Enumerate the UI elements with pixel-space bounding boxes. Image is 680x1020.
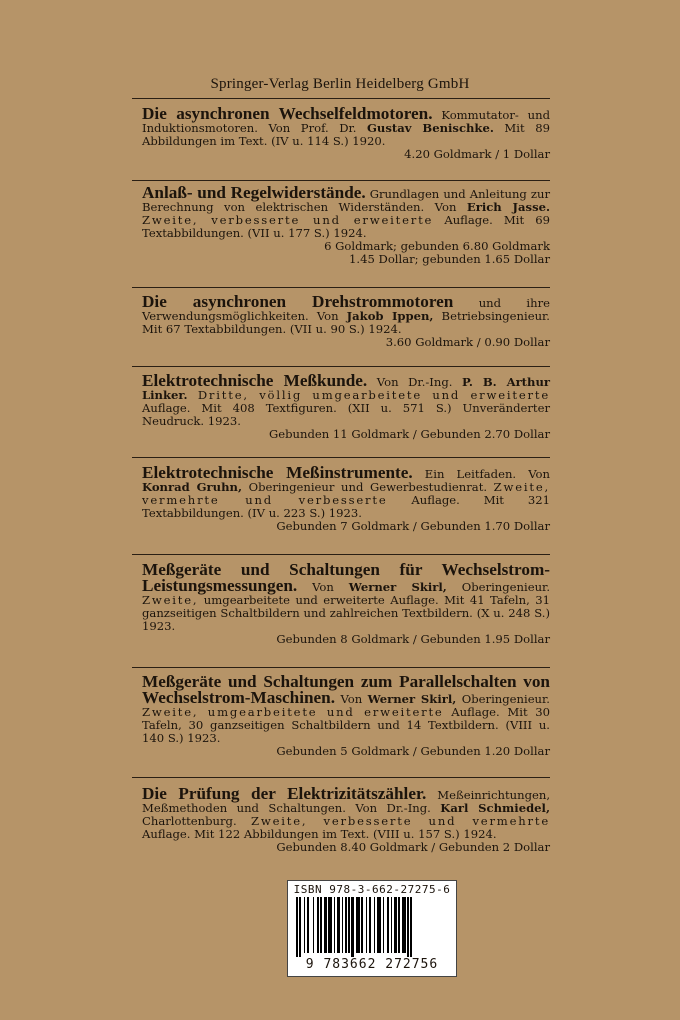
divider xyxy=(132,457,550,458)
entry-title: Elektrotechnische Meßinstrumente. xyxy=(142,463,413,482)
barcode-bar xyxy=(324,897,327,953)
barcode-bar xyxy=(334,897,335,953)
entry-author: Gustav Benischke. xyxy=(367,121,494,136)
divider xyxy=(132,366,550,367)
barcode-bar xyxy=(348,897,350,953)
entry-detail: Auflage. Mit 321 Textabbildungen. (IV u. 223 S.) 1923. xyxy=(142,493,550,521)
entry-price xyxy=(142,240,550,266)
entry-detail: Oberingenieur und Gewerbestudienrat. xyxy=(242,480,494,495)
entry-detail: Grundlagen und Anleitung zur Berechnung von elektrischen Widerständen. Von xyxy=(142,187,551,215)
divider xyxy=(132,554,550,555)
entry-text xyxy=(142,106,550,148)
barcode-bar xyxy=(377,897,381,953)
entry-detail: Von Dr.-Ing. xyxy=(367,375,463,389)
book-entry-5 xyxy=(142,465,550,533)
entry-text xyxy=(142,562,550,633)
entry-detail: Auflage. Mit 30 Tafeln, 30 ganzseitigen Schaltbildern und 14 Textbildern. (VIII u. 140 S.) 1923. xyxy=(142,705,551,746)
price-line: Gebunden 11 Goldmark / Gebunden 2.70 Dollar xyxy=(268,427,550,442)
barcode-bar xyxy=(313,897,314,953)
entry-title: Die asynchronen Wechselfeldmotoren. xyxy=(142,104,433,123)
barcode-bar xyxy=(394,897,397,953)
divider xyxy=(132,180,550,181)
entry-title: Meßgeräte und Schaltungen für Wechselstrom-Leistungsmessungen. xyxy=(142,560,550,596)
entry-detail: Zweite, vermehrte und verbesserte xyxy=(142,480,550,508)
entry-text xyxy=(142,373,550,428)
entry-author: Jakob Ippen, xyxy=(346,309,434,324)
entry-author: Karl Schmiedel, xyxy=(440,801,550,816)
entry-detail: Dritte, völlig umgearbeitete und erweiterte xyxy=(187,388,550,403)
barcode-bar xyxy=(398,897,400,953)
entry-detail: Mit 89 Abbildungen im Text. (IV u. 114 S.) 1920. xyxy=(142,121,550,149)
entry-detail: und ihre Verwendungsmöglichkeiten. Von xyxy=(142,296,550,324)
entry-price xyxy=(142,148,550,161)
entry-title: Elektrotechnische Meßkunde. xyxy=(142,371,368,390)
entry-detail: Zweite, verbesserte und vermehrte xyxy=(251,814,550,829)
entry-detail: Kommutator- und Induktionsmotoren. Von Prof. Dr. xyxy=(142,108,550,136)
book-entry-1 xyxy=(142,106,550,161)
book-entry-3 xyxy=(142,294,550,349)
price-line: 3.60 Goldmark / 0.90 Dollar xyxy=(385,335,550,350)
entry-detail: umgearbeitete und erweiterte Auflage. Mit 41 Tafeln, 31 ganzseitigen Schaltbildern und zahlreichen Textbildern. (X u. 248 S.) 1923. xyxy=(142,593,550,634)
entry-title: Die Prüfung der Elektrizitätszähler. xyxy=(142,784,427,803)
entry-detail: Auflage. Mit 69 Textabbildungen. (VII u. 177 S.) 1924. xyxy=(142,213,550,241)
barcode-bar xyxy=(407,897,409,957)
barcode-bar xyxy=(351,897,354,957)
barcode-bar xyxy=(356,897,360,953)
entry-detail: Von xyxy=(335,692,368,707)
entry-detail: Zweite, verbesserte und erweiterte xyxy=(142,213,434,228)
entry-text xyxy=(142,465,550,520)
book-entry-4 xyxy=(142,373,550,441)
entry-price xyxy=(142,841,550,854)
barcode-bar xyxy=(410,897,412,957)
entry-author: Erich Jasse. xyxy=(466,200,551,215)
price-line: Gebunden 7 Goldmark / Gebunden 1.70 Dollar xyxy=(276,519,550,534)
entry-detail: Charlottenburg. xyxy=(142,814,252,829)
entry-author: P. B. Arthur Linker. xyxy=(142,375,551,403)
barcode-bar xyxy=(402,897,406,953)
entry-detail: Oberingenieur. xyxy=(446,580,550,595)
barcode-bar xyxy=(345,897,347,953)
book-entry-6 xyxy=(142,562,550,647)
entry-detail: Von xyxy=(297,580,349,595)
divider xyxy=(132,777,550,778)
barcode-bar xyxy=(366,897,367,953)
entry-price xyxy=(142,520,550,533)
entry-detail: Betriebsingenieur. Mit 67 Textabbildungen. (VII u. 90 S.) 1924. xyxy=(142,309,550,337)
book-entry-8 xyxy=(142,786,550,854)
entry-text xyxy=(142,185,550,240)
price-line: Gebunden 8.40 Goldmark / Gebunden 2 Dollar xyxy=(276,840,550,855)
entry-author: Konrad Gruhn, xyxy=(142,480,242,495)
barcode-bar xyxy=(328,897,332,953)
barcode-bar xyxy=(369,897,371,953)
barcode-bar xyxy=(304,897,305,953)
price-line: 1.45 Dollar; gebunden 1.65 Dollar xyxy=(349,252,550,267)
entry-price xyxy=(142,633,550,646)
price-line: 4.20 Goldmark / 1 Dollar xyxy=(404,147,550,162)
divider xyxy=(132,98,550,99)
entry-title: Meßgeräte und Schaltungen zum Parallelschalten von Wechselstrom-Maschinen. xyxy=(142,672,550,708)
price-line: Gebunden 5 Goldmark / Gebunden 1.20 Dollar xyxy=(276,744,550,759)
isbn-digits: 9 783662 272756 xyxy=(305,957,439,972)
entry-detail: Oberingenieur. xyxy=(456,692,550,707)
isbn-barcode-box xyxy=(287,880,457,977)
price-line: 6 Goldmark; gebunden 6.80 Goldmark xyxy=(324,239,550,254)
publisher-name: Springer-Verlag Berlin Heidelberg GmbH xyxy=(210,76,470,92)
entry-price xyxy=(142,745,550,758)
barcode-bar xyxy=(317,897,319,953)
entry-detail: Meßeinrichtungen, Meßmethoden und Schaltungen. Von Dr.-Ing. xyxy=(142,788,550,816)
book-entry-7 xyxy=(142,674,550,759)
divider xyxy=(132,667,550,668)
barcode-bar xyxy=(342,897,343,953)
barcode-bar xyxy=(383,897,384,953)
entry-detail: Zweite, xyxy=(142,593,199,608)
entry-detail: Auflage. Mit 122 Abbildungen im Text. (VIII u. 157 S.) 1924. xyxy=(142,827,497,842)
entry-text xyxy=(142,674,550,745)
barcode-bar xyxy=(337,897,340,953)
entry-title: Die asynchronen Drehstrommotoren xyxy=(142,292,454,311)
barcode-bar xyxy=(299,897,301,957)
barcode-bar xyxy=(387,897,389,953)
barcode-graphic xyxy=(296,897,448,957)
entry-price xyxy=(142,428,550,441)
entry-text xyxy=(142,786,550,841)
barcode-bar xyxy=(296,897,298,957)
book-entry-2 xyxy=(142,185,550,267)
barcode-bar xyxy=(374,897,375,953)
entry-author: Werner Skirl, xyxy=(367,692,457,707)
barcode-bar xyxy=(391,897,392,953)
isbn-label: ISBN 978-3-662-27275-6 xyxy=(293,883,451,896)
barcode-bar xyxy=(320,897,322,953)
barcode-bar xyxy=(307,897,309,953)
entry-detail: Auflage. Mit 408 Textfiguren. (XII u. 571 S.) Unveränderter Neudruck. 1923. xyxy=(142,401,550,429)
barcode-bar xyxy=(361,897,363,953)
entry-price xyxy=(142,336,550,349)
entry-text xyxy=(142,294,550,336)
entry-author: Werner Skirl, xyxy=(348,580,447,595)
entry-title: Anlaß- und Regelwiderstände. xyxy=(142,183,366,202)
price-line: Gebunden 8 Goldmark / Gebunden 1.95 Dollar xyxy=(276,632,550,647)
entry-detail: Zweite, umgearbeitete und erweiterte xyxy=(142,705,444,720)
divider xyxy=(132,287,550,288)
entry-detail: Ein Leitfaden. Von xyxy=(412,467,550,481)
